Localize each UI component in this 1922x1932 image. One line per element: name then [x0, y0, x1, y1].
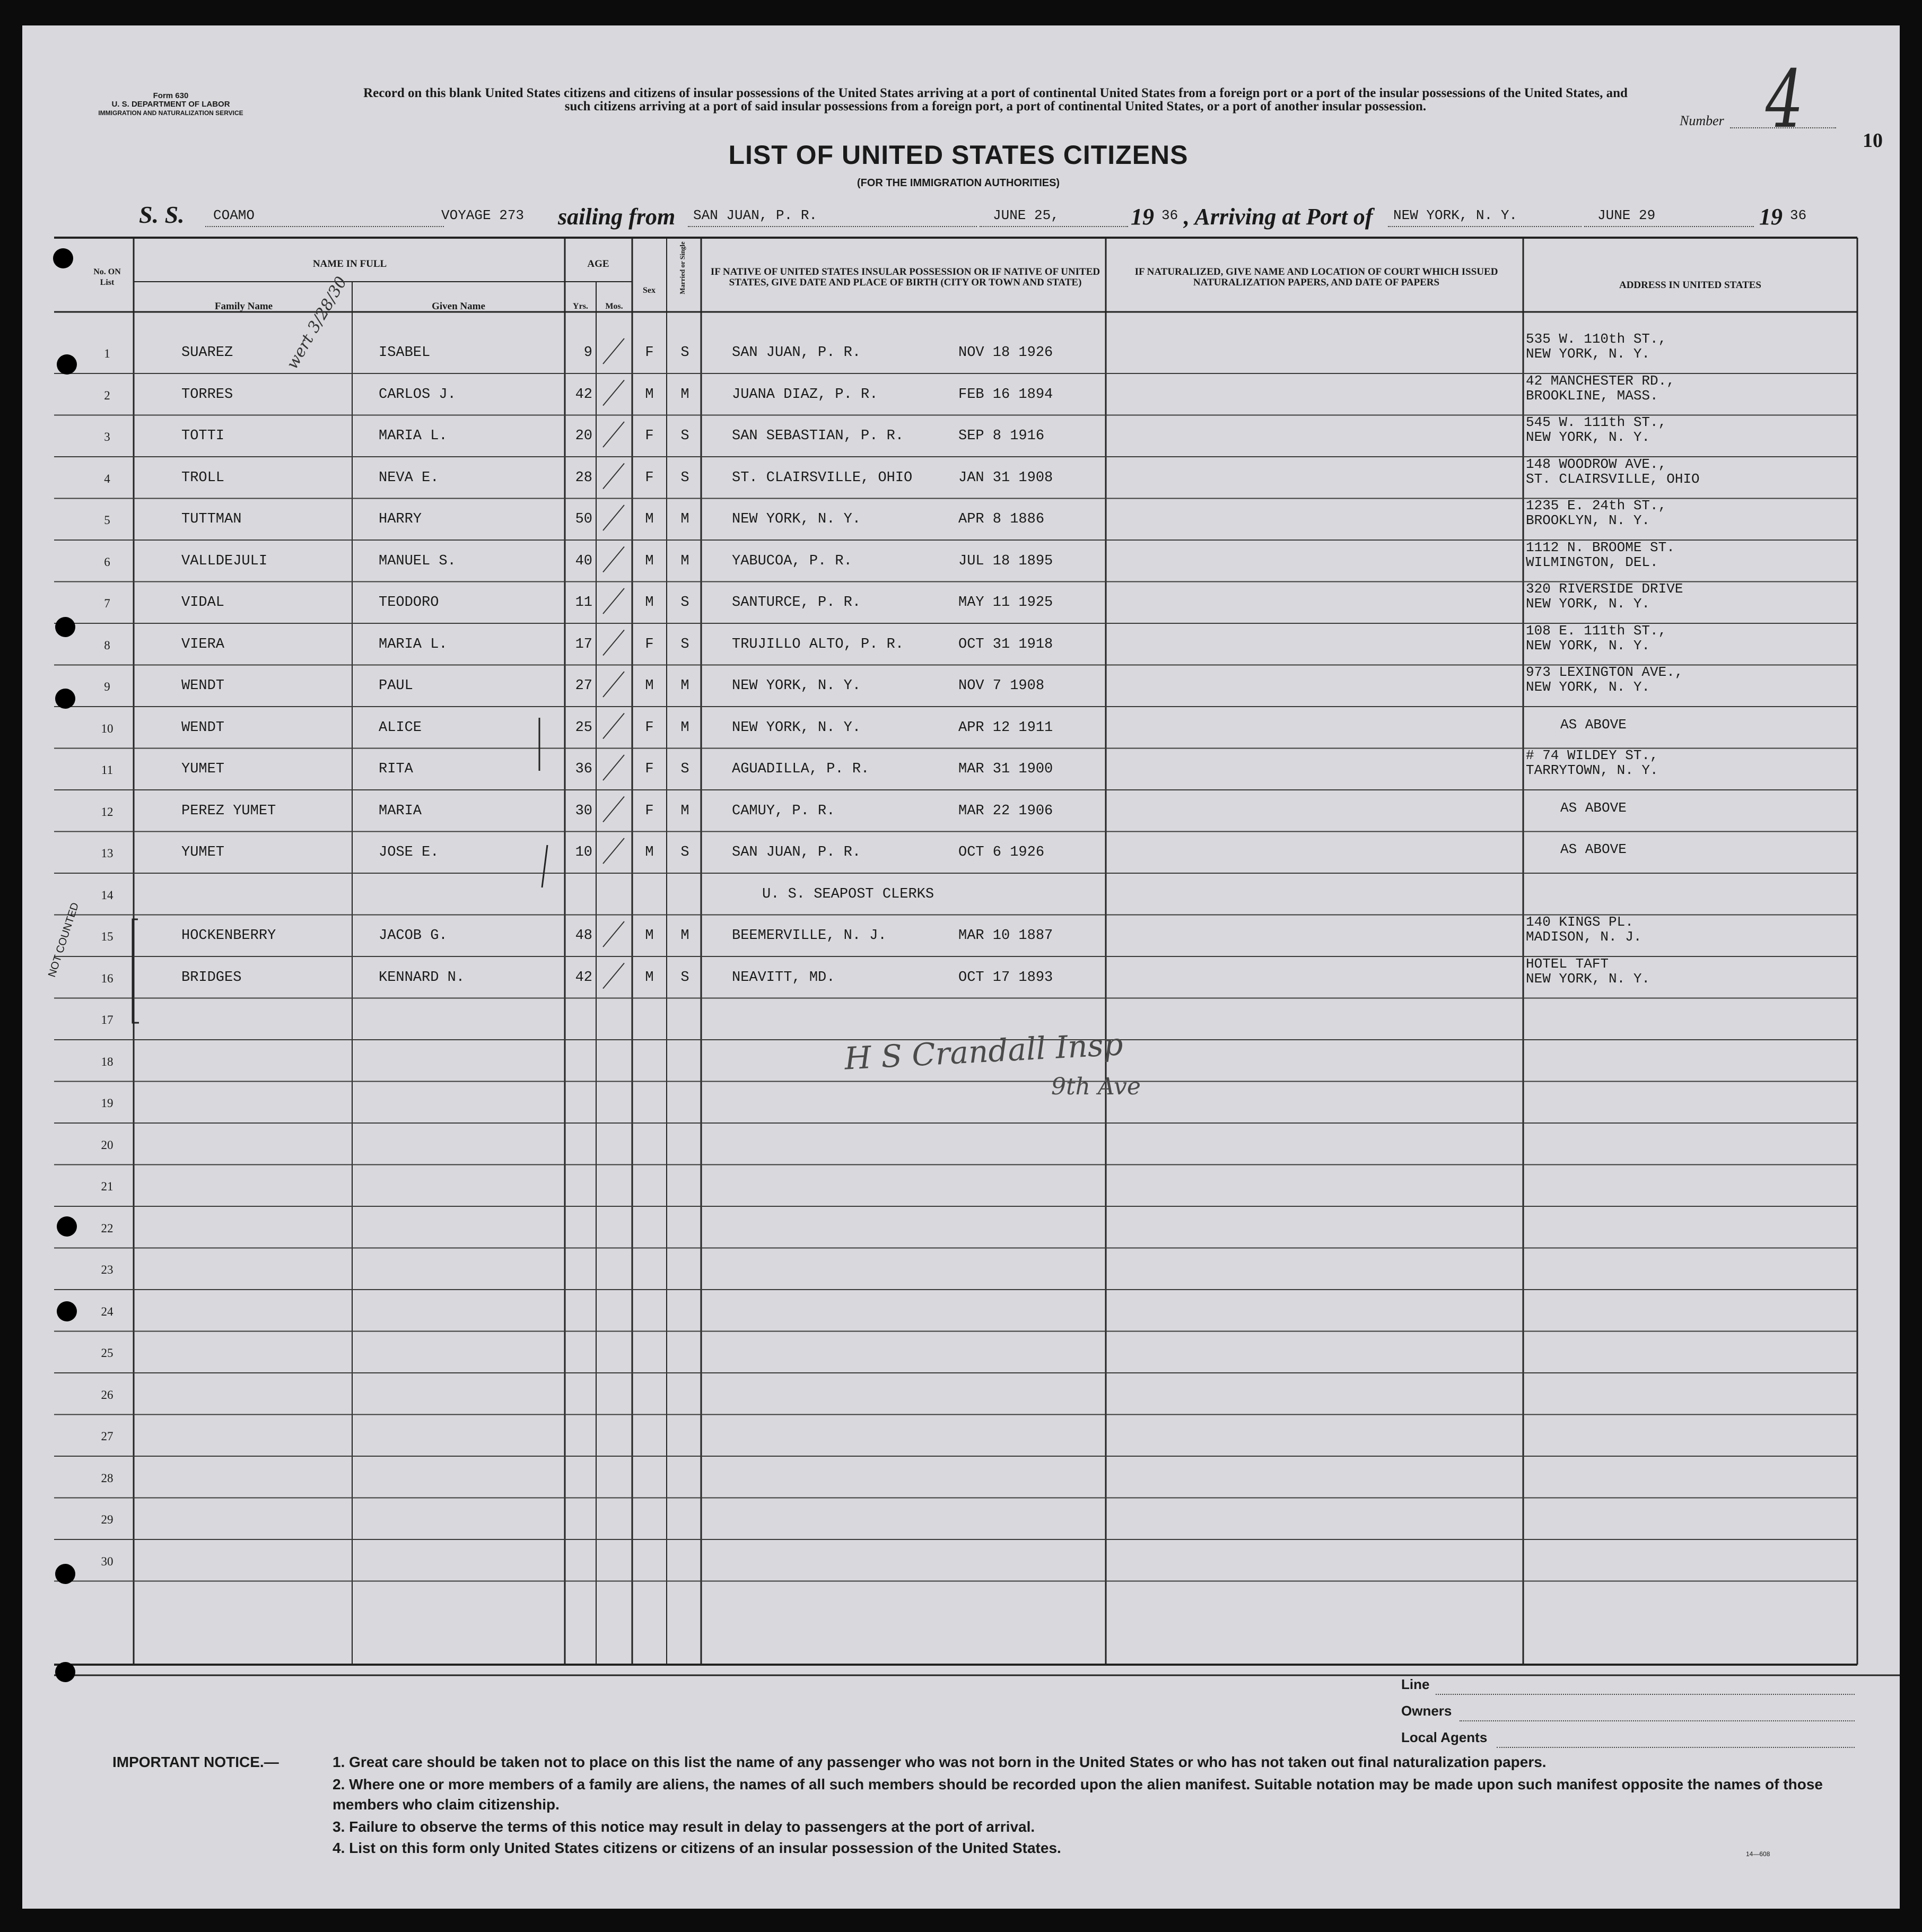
sex-cell: F — [645, 803, 654, 819]
table-row — [22, 799, 1857, 824]
birth-place-cell: NEW YORK, N. Y. — [732, 719, 861, 736]
notice-heading: IMPORTANT NOTICE.— — [112, 1754, 279, 1770]
sailing-label: sailing from — [558, 204, 676, 230]
row-number: 20 — [101, 1138, 113, 1152]
table-row — [22, 841, 1857, 866]
age-cell: 17 — [575, 636, 592, 652]
address-line-2: AS ABOVE — [1560, 716, 1627, 733]
family-name-cell: PEREZ YUMET — [181, 803, 276, 819]
family-name-cell: TORRES — [181, 386, 233, 403]
row-number: 22 — [101, 1221, 113, 1235]
col-no-header: No. ON List — [93, 267, 121, 287]
owners-label: Owners — [1401, 1703, 1452, 1719]
address-line-1: 108 E. 111th ST., — [1526, 622, 1667, 639]
address-line-2: TARRYTOWN, N. Y. — [1526, 762, 1658, 778]
address-line-2: NEW YORK, N. Y. — [1526, 596, 1650, 612]
table-row — [22, 955, 1857, 991]
table-row — [22, 498, 1857, 533]
col-birth-header: IF NATIVE OF UNITED STATES INSULAR POSSESSION OR IF NATIVE OF UNITED STATES, GIVE DATE AND PLACE OF BIRTH (CITY OR TOWN AND STATE) — [710, 266, 1100, 288]
sex-cell: F — [645, 636, 654, 652]
binder-hole — [57, 1216, 77, 1237]
given-name-cell: KENNARD N. — [379, 969, 465, 986]
family-name-cell: VALLDEJULI — [181, 553, 268, 569]
birth-date-cell: OCT 6 1926 — [958, 845, 1045, 860]
family-name-cell: TUTTMAN — [181, 511, 242, 527]
sex-cell: F — [645, 345, 654, 361]
intro-text: Record on this blank United States citizens and citizens of insular possessions of the United States arriving at a port of continental United States from a foreign port or a port of the insular possessions of the United States, and such citizens arriving at a port of said insular possessions from a foreign port, a port of continental United States, or a port of another insular possession. — [363, 86, 1628, 114]
marital-status-cell: S — [680, 595, 689, 611]
row-number: 27 — [101, 1430, 113, 1443]
family-name-cell: YUMET — [181, 761, 225, 777]
age-cell: 10 — [575, 845, 592, 860]
address-line-2: NEW YORK, N. Y. — [1526, 679, 1650, 695]
age-cell: 48 — [575, 928, 592, 944]
age-cell: 36 — [575, 761, 592, 777]
address-line-1: 1235 E. 24th ST., — [1526, 498, 1667, 514]
age-cell: 9 — [583, 345, 592, 361]
table-row — [22, 1303, 1857, 1324]
row-number: 16 — [101, 971, 113, 985]
birth-place-cell: SANTURCE, P. R. — [732, 595, 861, 611]
birth-date-cell: NOV 7 1908 — [958, 678, 1045, 694]
row-number: 5 — [104, 514, 110, 527]
birth-place-cell: NEW YORK, N. Y. — [732, 678, 861, 694]
given-name-cell: NEVA E. — [379, 469, 439, 486]
col-yrs-header: Yrs. — [573, 302, 588, 311]
address-line-1: # 74 WILDEY ST., — [1526, 747, 1658, 763]
table-row — [22, 581, 1857, 616]
sex-cell: M — [645, 845, 654, 860]
marital-status-cell: M — [680, 553, 689, 569]
age-cell: 25 — [575, 719, 592, 736]
row-number: 23 — [101, 1263, 113, 1276]
sex-cell: M — [645, 928, 654, 944]
table-row — [22, 1344, 1857, 1365]
table-row — [22, 414, 1857, 449]
marital-status-cell: S — [680, 845, 689, 860]
col-family-header: Family Name — [214, 301, 273, 312]
arriving-label: , Arriving at Port of — [1184, 204, 1373, 230]
birth-date-cell: MAY 11 1925 — [958, 595, 1053, 611]
family-name-cell: VIERA — [181, 636, 225, 652]
birth-date-cell: MAR 10 1887 — [958, 928, 1053, 944]
row-number: 1 — [104, 347, 110, 360]
table-row — [22, 1428, 1857, 1449]
birth-place-cell: ST. CLAIRSVILLE, OHIO — [732, 469, 913, 486]
birth-place-cell: AGUADILLA, P. R. — [732, 761, 870, 777]
birth-place-cell: BEEMERVILLE, N. J. — [732, 928, 887, 944]
birth-date-cell: APR 12 1911 — [958, 719, 1053, 736]
binder-hole — [55, 1662, 75, 1682]
margin-note: wert 3/28/30 — [283, 273, 351, 372]
inspector-signature: H S Crandall Insp — [843, 1026, 1124, 1077]
birth-date-cell: NOV 18 1926 — [958, 345, 1053, 361]
given-name-cell: ISABEL — [379, 345, 431, 361]
table-row — [22, 1094, 1857, 1116]
binder-hole — [57, 1301, 77, 1321]
family-name-cell: BRIDGES — [181, 969, 242, 986]
given-name-cell: MARIA — [379, 803, 422, 819]
address-line-2: BROOKLINE, MASS. — [1526, 387, 1658, 404]
address-line-2: NEW YORK, N. Y. — [1526, 429, 1650, 445]
row-number: 19 — [101, 1096, 113, 1110]
corner-number: 10 — [1863, 129, 1883, 152]
print-code: 14—608 — [1746, 1850, 1770, 1858]
binder-hole — [55, 1564, 75, 1584]
table-row — [22, 539, 1857, 575]
form-number: Form 630 — [153, 91, 189, 100]
port-from: SAN JUAN, P. R. — [693, 207, 818, 223]
address-line-2: ST. CLAIRSVILLE, OHIO — [1526, 471, 1700, 487]
given-name-cell: PAUL — [379, 678, 413, 694]
family-name-cell: WENDT — [181, 719, 225, 736]
table-row — [22, 747, 1857, 782]
department-name: U. S. DEPARTMENT OF LABOR — [111, 100, 230, 109]
ss-label: S. S. — [139, 201, 185, 228]
given-name-cell: MARIA L. — [379, 428, 448, 444]
table-row — [22, 331, 1857, 366]
row-number: 11 — [101, 763, 113, 777]
marital-status-cell: S — [680, 969, 689, 986]
table-row — [22, 1220, 1857, 1241]
marital-status-cell: S — [680, 428, 689, 444]
col-mos-header: Mos. — [605, 302, 623, 311]
year-prefix-1: 19 — [1131, 204, 1154, 230]
row-number: 21 — [101, 1180, 113, 1193]
address-line-2: NEW YORK, N. Y. — [1526, 970, 1650, 987]
sex-cell: F — [645, 719, 654, 736]
family-name-cell: TOTTI — [181, 428, 225, 444]
row-number: 13 — [101, 847, 113, 860]
birth-place-cell: NEW YORK, N. Y. — [732, 511, 861, 527]
birth-date-cell: JAN 31 1908 — [958, 469, 1053, 486]
service-name: IMMIGRATION AND NATURALIZATION SERVICE — [98, 109, 243, 117]
birth-date-cell: FEB 16 1894 — [958, 386, 1053, 403]
sex-cell: M — [645, 595, 654, 611]
table-row — [22, 914, 1857, 949]
birth-date-cell: OCT 31 1918 — [958, 636, 1053, 652]
birth-date-cell: JUL 18 1895 — [958, 553, 1053, 569]
number-label: Number — [1680, 113, 1724, 128]
marital-status-cell: M — [680, 386, 689, 403]
binder-hole — [57, 354, 77, 375]
marital-status-cell: M — [680, 678, 689, 694]
address-line-1: 320 RIVERSIDE DRIVE — [1526, 581, 1683, 597]
signature-sub: 9th Ave — [1051, 1073, 1141, 1100]
row-number: 24 — [101, 1304, 113, 1318]
port-to: NEW YORK, N. Y. — [1393, 207, 1518, 223]
age-cell: 20 — [575, 428, 592, 444]
age-cell: 27 — [575, 678, 592, 694]
address-line-1: 42 MANCHESTER RD., — [1526, 372, 1675, 389]
address-line-1: 148 WOODROW AVE., — [1526, 456, 1667, 472]
table-row — [22, 456, 1857, 491]
address-line-2: MADISON, N. J. — [1526, 929, 1642, 945]
address-line-2: NEW YORK, N. Y. — [1526, 637, 1650, 654]
table-row — [22, 622, 1857, 658]
row-number: 28 — [101, 1471, 113, 1485]
row-number: 10 — [101, 721, 113, 735]
table-row — [22, 716, 1857, 741]
birth-place-cell: SAN JUAN, P. R. — [732, 845, 861, 860]
marital-status-cell: S — [680, 636, 689, 652]
birth-place-cell: CAMUY, P. R. — [732, 803, 835, 819]
agents-label: Local Agents — [1401, 1729, 1488, 1745]
row-number: 7 — [104, 597, 110, 610]
notice-3: 3. Failure to observe the terms of this notice may result in delay to passengers at the port of arrival. — [333, 1818, 1035, 1835]
age-cell: 11 — [575, 595, 592, 611]
row-number: 17 — [101, 1013, 113, 1026]
family-name-cell: TROLL — [181, 469, 225, 486]
page-title: LIST OF UNITED STATES CITIZENS — [728, 140, 1189, 170]
marital-status-cell: M — [680, 928, 689, 944]
line-label: Line — [1401, 1676, 1430, 1692]
sex-cell: F — [645, 469, 654, 486]
table-row — [22, 372, 1857, 408]
address-line-1: 545 W. 111th ST., — [1526, 414, 1667, 430]
address-line-1: 973 LEXINGTON AVE., — [1526, 664, 1683, 680]
given-name-cell: JOSE E. — [379, 845, 439, 860]
col-ms-header: Married or Single — [678, 241, 686, 294]
address-line-1: 535 W. 110th ST., — [1526, 331, 1667, 347]
not-counted-note: NOT COUNTED — [46, 901, 82, 979]
age-cell: 28 — [575, 469, 592, 486]
marital-status-cell: M — [680, 511, 689, 527]
given-name-cell: MANUEL S. — [379, 553, 456, 569]
given-name-cell: TEODORO — [379, 595, 439, 611]
row-number: 3 — [104, 430, 110, 443]
family-name-cell: WENDT — [181, 678, 225, 694]
table-row — [22, 1178, 1857, 1199]
sex-cell: M — [645, 386, 654, 403]
col-age-header: AGE — [587, 258, 609, 269]
row-number: 4 — [104, 472, 110, 485]
given-name-cell: HARRY — [379, 511, 422, 527]
notice-2: 2. Where one or more members of a family are aliens, the names of all such members should be recorded upon the alien manifest. Suitable notation may be made upon such manifest opposite the names of those members who claim citizenship. — [333, 1776, 1823, 1813]
age-cell: 42 — [575, 386, 592, 403]
given-name-cell: CARLOS J. — [379, 386, 456, 403]
given-name-cell: RITA — [379, 761, 413, 777]
birth-date-cell: APR 8 1886 — [958, 511, 1045, 527]
ship-name: COAMO — [213, 207, 255, 223]
table-row — [22, 1136, 1857, 1158]
table-row — [22, 1261, 1857, 1282]
row-number: 30 — [101, 1554, 113, 1568]
birth-place-cell: SAN SEBASTIAN, P. R. — [732, 428, 904, 444]
birth-place-cell: SAN JUAN, P. R. — [732, 345, 861, 361]
col-naturalized-header: IF NATURALIZED, GIVE NAME AND LOCATION OF COURT WHICH ISSUED NATURALIZATION PAPERS, AND DATE OF PAPERS — [1134, 266, 1498, 288]
marital-status-cell: S — [680, 345, 689, 361]
birth-place-cell: TRUJILLO ALTO, P. R. — [732, 636, 904, 652]
row-number: 29 — [101, 1513, 113, 1526]
sex-cell: M — [645, 511, 654, 527]
birth-date-cell: SEP 8 1916 — [958, 428, 1045, 444]
table-row — [22, 664, 1857, 699]
table-row — [22, 1553, 1857, 1574]
sex-cell: F — [645, 428, 654, 444]
row-number: 18 — [101, 1055, 113, 1068]
binder-hole — [55, 617, 75, 637]
year-suffix-2: 36 — [1790, 207, 1807, 223]
birth-place-cell: U. S. SEAPOST CLERKS — [762, 886, 934, 902]
agents-dotline — [1497, 1747, 1855, 1748]
row-number: 25 — [101, 1346, 113, 1360]
row-number: 14 — [101, 888, 113, 902]
age-cell: 30 — [575, 803, 592, 819]
col-given-header: Given Name — [432, 301, 485, 312]
age-cell: 42 — [575, 969, 592, 986]
binder-hole — [53, 248, 73, 268]
age-cell: 50 — [575, 511, 592, 527]
document-sheet — [22, 25, 1900, 1909]
line-dotline — [1436, 1694, 1855, 1695]
binder-hole — [55, 689, 75, 709]
row-number: 12 — [101, 805, 113, 819]
given-name-cell: ALICE — [379, 719, 422, 736]
notice-1: 1. Great care should be taken not to place on this list the name of any passenger who was not born in the United States or who has not taken out final naturalization papers. — [333, 1754, 1547, 1770]
age-cell: 40 — [575, 553, 592, 569]
birth-date-cell: MAR 22 1906 — [958, 803, 1053, 819]
sex-cell: F — [645, 761, 654, 777]
address-line-1: 140 KINGS PL. — [1526, 914, 1633, 930]
family-name-cell: VIDAL — [181, 595, 225, 611]
row-number: 8 — [104, 638, 110, 652]
notice-4: 4. List on this form only United States citizens or citizens of an insular possession of the United States. — [333, 1840, 1061, 1856]
col-name-header: NAME IN FULL — [312, 258, 387, 269]
table-row — [22, 1511, 1857, 1532]
address-line-2: NEW YORK, N. Y. — [1526, 346, 1650, 362]
table-row — [22, 1011, 1857, 1032]
birth-place-cell: NEAVITT, MD. — [732, 969, 835, 986]
page-subtitle: (FOR THE IMMIGRATION AUTHORITIES) — [857, 177, 1060, 189]
family-name-cell: HOCKENBERRY — [181, 928, 276, 944]
address-line-1: 1112 N. BROOME ST. — [1526, 539, 1675, 555]
birth-place-cell: YABUCOA, P. R. — [732, 553, 852, 569]
given-name-cell: JACOB G. — [379, 928, 448, 944]
date-from: JUNE 25, — [993, 207, 1059, 223]
marital-status-cell: M — [680, 803, 689, 819]
address-line-2: BROOKLYN, N. Y. — [1526, 512, 1650, 528]
owners-dotline — [1460, 1720, 1855, 1721]
col-sex-header: Sex — [643, 286, 656, 295]
number-value: 4 — [1765, 54, 1804, 146]
marital-status-cell: S — [680, 469, 689, 486]
voyage-number: VOYAGE 273 — [441, 207, 525, 223]
family-name-cell: YUMET — [181, 845, 225, 860]
address-line-2: WILMINGTON, DEL. — [1526, 554, 1658, 570]
row-number: 6 — [104, 555, 110, 569]
table-row — [22, 886, 1857, 908]
marital-status-cell: S — [680, 761, 689, 777]
birth-place-cell: JUANA DIAZ, P. R. — [732, 386, 878, 403]
family-name-cell: SUAREZ — [181, 345, 233, 361]
sex-cell: M — [645, 678, 654, 694]
row-number: 2 — [104, 388, 110, 402]
table-row — [22, 1386, 1857, 1407]
table-row — [22, 1469, 1857, 1491]
sex-cell: M — [645, 969, 654, 986]
address-line-2: AS ABOVE — [1560, 799, 1627, 816]
address-line-1: HOTEL TAFT — [1526, 955, 1609, 972]
sex-cell: M — [645, 553, 654, 569]
row-number: 26 — [101, 1388, 113, 1402]
year-prefix-2: 19 — [1759, 204, 1783, 230]
col-address-header: ADDRESS IN UNITED STATES — [1619, 280, 1761, 291]
date-to: JUNE 29 — [1597, 207, 1656, 223]
given-name-cell: MARIA L. — [379, 636, 448, 652]
birth-date-cell: MAR 31 1900 — [958, 761, 1053, 777]
marital-status-cell: M — [680, 719, 689, 736]
address-line-2: AS ABOVE — [1560, 841, 1627, 857]
row-number: 9 — [104, 680, 110, 693]
row-number: 15 — [101, 930, 113, 943]
birth-date-cell: OCT 17 1893 — [958, 969, 1053, 986]
year-suffix-1: 36 — [1161, 207, 1178, 223]
